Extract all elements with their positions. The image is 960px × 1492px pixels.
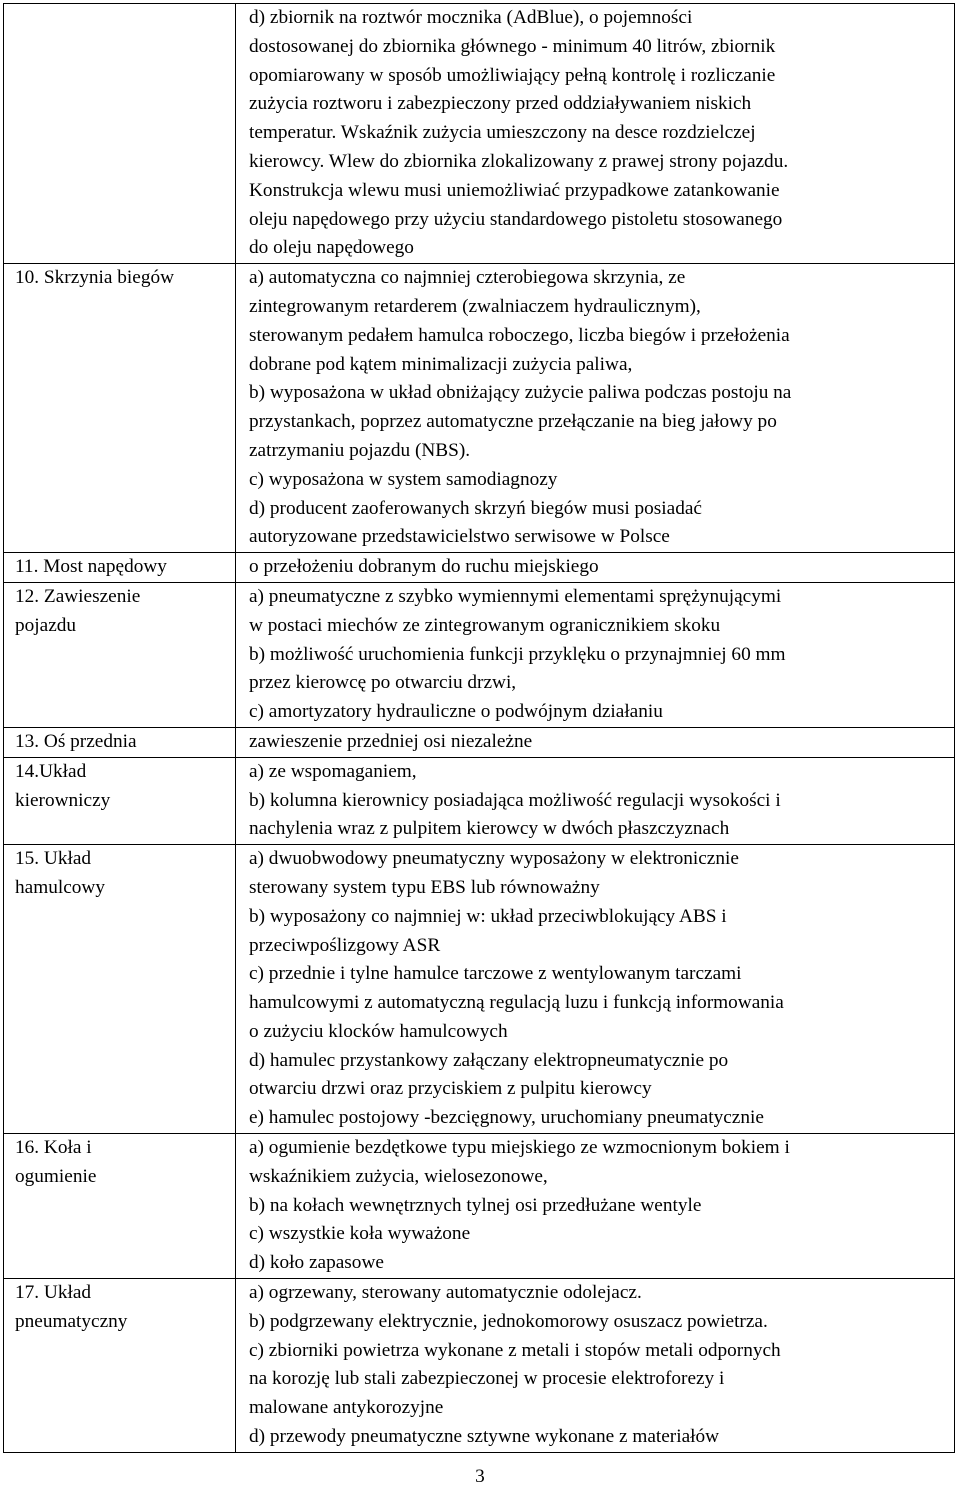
spec-row bbox=[4, 4, 955, 264]
content-line: przeciwpoślizgowy ASR bbox=[249, 934, 441, 956]
page-number: 3 bbox=[475, 1466, 485, 1487]
label-line: pojazdu bbox=[15, 614, 77, 636]
content-line: kierowcy. Wlew do zbiornika zlokalizowany z prawej strony pojazdu. bbox=[249, 150, 789, 172]
label-line: 17. Układ bbox=[15, 1282, 92, 1304]
content-line: c) wyposażona w system samodiagnozy bbox=[249, 468, 558, 490]
spec-row-label bbox=[4, 264, 236, 553]
spec-row-label bbox=[4, 1279, 236, 1453]
spec-row bbox=[4, 845, 955, 1134]
content-line: hamulcowymi z automatyczną regulacją luzu i funkcją informowania bbox=[249, 992, 784, 1014]
content-line: do oleju napędowego bbox=[249, 237, 414, 259]
content-line: d) producent zaoferowanych skrzyń biegów musi posiadać bbox=[249, 497, 702, 519]
content-line: d) hamulec przystankowy załączany elektropneumatycznie po bbox=[249, 1049, 729, 1071]
content-line: sterowanym pedałem hamulca roboczego, liczba biegów i przełożenia bbox=[249, 324, 790, 346]
spec-row-label bbox=[4, 845, 236, 1134]
content-line: autoryzowane przedstawicielstwo serwisowe w Polsce bbox=[249, 526, 670, 548]
spec-row-content bbox=[236, 757, 955, 844]
spec-row-content bbox=[236, 553, 955, 583]
content-line: zintegrowanym retarderem (zwalniaczem hydraulicznym), bbox=[249, 295, 701, 317]
spec-row bbox=[4, 757, 955, 844]
content-line: a) pneumatyczne z szybko wymiennymi elementami sprężynującymi bbox=[249, 585, 782, 607]
content-line: c) amortyzatory hydrauliczne o podwójnym działaniu bbox=[249, 701, 663, 723]
content-line: a) ogumienie bezdętkowe typu miejskiego ze wzmocnionym bokiem i bbox=[249, 1137, 790, 1159]
content-line: b) wyposażona w układ obniżający zużycie paliwa podczas postoju na bbox=[249, 382, 792, 404]
label-line: 14.Układ bbox=[15, 760, 87, 782]
content-line: b) możliwość uruchomienia funkcji przyklęku o przynajmniej 60 mm bbox=[249, 643, 786, 665]
content-line: a) ogrzewany, sterowany automatycznie odolejacz. bbox=[249, 1282, 642, 1304]
label-line: 10. Skrzynia biegów bbox=[15, 267, 175, 289]
label-line: 11. Most napędowy bbox=[15, 556, 167, 578]
spec-row bbox=[4, 1279, 955, 1453]
content-line: b) na kołach wewnętrznych tylnej osi przedłużane wentyle bbox=[249, 1194, 702, 1216]
spec-row-content bbox=[236, 264, 955, 553]
content-line: dobrane pod kątem minimalizacji zużycia paliwa, bbox=[249, 353, 633, 375]
content-line: b) kolumna kierownicy posiadająca możliwość regulacji wysokości i bbox=[249, 789, 781, 811]
label-line: hamulcowy bbox=[15, 876, 105, 898]
content-line: temperatur. Wskaźnik zużycia umieszczony na desce rozdzielczej bbox=[249, 122, 756, 144]
content-line: na korozję lub stali zabezpieczonej w procesie elektroforezy i bbox=[249, 1368, 725, 1390]
content-line: malowane antykorozyjne bbox=[249, 1397, 444, 1419]
spec-row-content bbox=[236, 845, 955, 1134]
content-line: b) podgrzewany elektrycznie, jednokomorowy osuszacz powietrza. bbox=[249, 1310, 768, 1332]
label-line: ogumienie bbox=[15, 1165, 97, 1187]
label-line: kierowniczy bbox=[15, 789, 111, 811]
content-line: c) zbiorniki powietrza wykonane z metali i stopów metali odpornych bbox=[249, 1339, 781, 1361]
content-line: Konstrukcja wlewu musi uniemożliwiać przypadkowe zatankowanie bbox=[249, 179, 780, 201]
content-line: dostosowanej do zbiornika głównego - minimum 40 litrów, zbiornik bbox=[249, 35, 776, 57]
spec-row-label bbox=[4, 4, 236, 264]
content-line: a) ze wspomaganiem, bbox=[249, 760, 417, 782]
specification-table-body bbox=[4, 4, 955, 1453]
content-line: a) dwuobwodowy pneumatyczny wyposażony w elektronicznie bbox=[249, 848, 739, 870]
spec-row-content bbox=[236, 1134, 955, 1279]
label-line: 12. Zawieszenie bbox=[15, 585, 141, 607]
content-line: w postaci miechów ze zintegrowanym ogranicznikiem skoku bbox=[249, 614, 721, 636]
label-line: pneumatyczny bbox=[15, 1310, 128, 1332]
content-line: c) wszystkie koła wyważone bbox=[249, 1223, 471, 1245]
spec-row-label bbox=[4, 582, 236, 727]
content-line: o zużyciu klocków hamulcowych bbox=[249, 1020, 508, 1042]
content-line: sterowany system typu EBS lub równoważny bbox=[249, 876, 600, 898]
spec-row-label bbox=[4, 1134, 236, 1279]
content-line: b) wyposażony co najmniej w: układ przeciwblokujący ABS i bbox=[249, 905, 727, 927]
content-line: nachylenia wraz z pulpitem kierowcy w dwóch płaszczyznach bbox=[249, 818, 730, 840]
content-line: zatrzymaniu pojazdu (NBS). bbox=[249, 439, 471, 461]
content-line: d) zbiornik na roztwór mocznika (AdBlue), o pojemności bbox=[249, 7, 693, 28]
spec-row-content bbox=[236, 727, 955, 757]
content-line: o przełożeniu dobranym do ruchu miejskiego bbox=[249, 556, 599, 578]
label-line: 15. Układ bbox=[15, 848, 92, 870]
spec-row-content bbox=[236, 4, 955, 264]
content-line: zużycia roztworu i zabezpieczony przed oddziaływaniem niskich bbox=[249, 93, 752, 115]
label-line: 16. Koła i bbox=[15, 1137, 92, 1159]
content-line: opomiarowany w sposób umożliwiający pełną kontrolę i rozliczanie bbox=[249, 64, 776, 86]
content-line: przystankach, poprzez automatyczne przełączanie na bieg jałowy po bbox=[249, 411, 777, 433]
spec-row-label bbox=[4, 757, 236, 844]
content-line: zawieszenie przedniej osi niezależne bbox=[249, 730, 533, 752]
spec-row bbox=[4, 582, 955, 727]
content-line: d) koło zapasowe bbox=[249, 1252, 384, 1274]
spec-row bbox=[4, 553, 955, 583]
content-line: e) hamulec postojowy -bezcięgnowy, uruchomiany pneumatycznie bbox=[249, 1107, 764, 1129]
spec-row-content bbox=[236, 1279, 955, 1453]
spec-row bbox=[4, 1134, 955, 1279]
content-line: wskaźnikiem zużycia, wielosezonowe, bbox=[249, 1165, 548, 1187]
spec-row-label bbox=[4, 727, 236, 757]
content-line: a) automatyczna co najmniej czterobiegowa skrzynia, ze bbox=[249, 267, 686, 289]
spec-row-content bbox=[236, 582, 955, 727]
specification-table bbox=[3, 3, 955, 1453]
content-line: c) przednie i tylne hamulce tarczowe z wentylowanym tarczami bbox=[249, 963, 742, 985]
content-line: d) przewody pneumatyczne sztywne wykonane z materiałów bbox=[249, 1426, 720, 1448]
spec-row bbox=[4, 727, 955, 757]
label-line: 13. Oś przednia bbox=[15, 730, 137, 752]
content-line: oleju napędowego przy użyciu standardowego pistoletu stosowanego bbox=[249, 208, 783, 230]
content-line: otwarciu drzwi oraz przyciskiem z pulpitu kierowcy bbox=[249, 1078, 652, 1100]
spec-row-label bbox=[4, 553, 236, 583]
content-line: przez kierowcę po otwarciu drzwi, bbox=[249, 672, 517, 694]
spec-row bbox=[4, 264, 955, 553]
